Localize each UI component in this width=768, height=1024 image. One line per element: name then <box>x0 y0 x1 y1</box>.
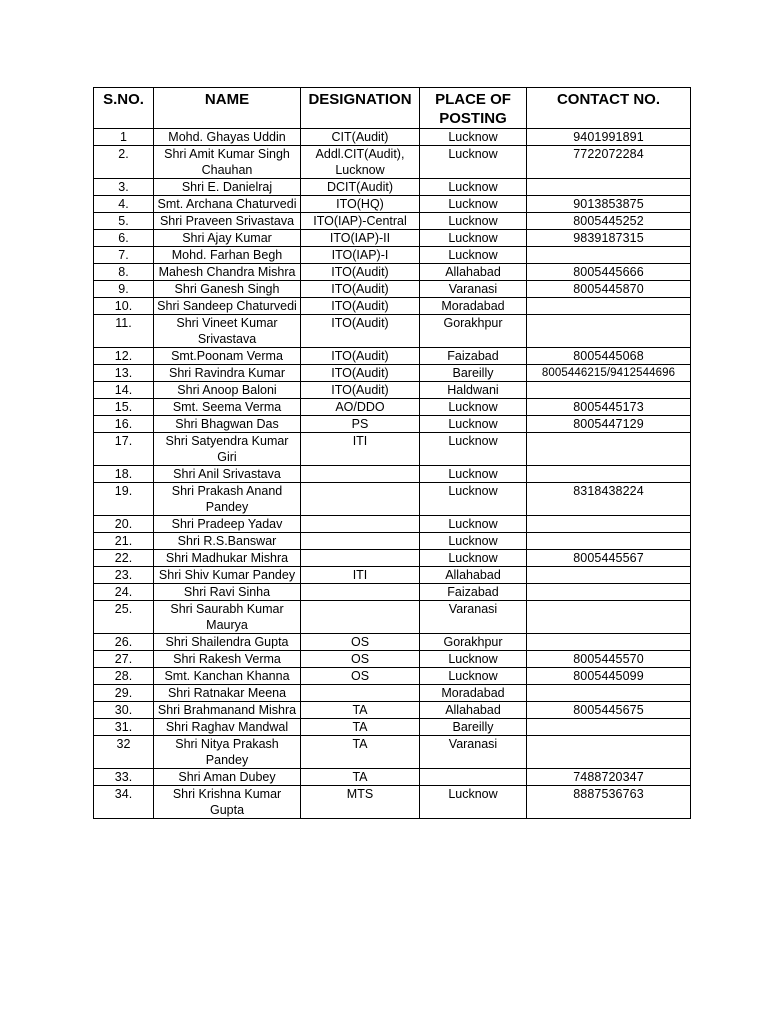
cell-name: Shri Nitya Prakash Pandey <box>154 736 301 769</box>
cell-sno: 2. <box>94 146 154 179</box>
cell-sno: 9. <box>94 281 154 298</box>
cell-contact <box>527 433 691 466</box>
cell-name: Shri Rakesh Verma <box>154 651 301 668</box>
table-row <box>94 533 691 550</box>
cell-sno: 13. <box>94 365 154 382</box>
cell-sno: 10. <box>94 298 154 315</box>
cell-designation: ITO(Audit) <box>301 315 420 348</box>
cell-sno: 15. <box>94 399 154 416</box>
cell-place: Lucknow <box>420 129 527 146</box>
table-row <box>94 264 691 281</box>
cell-place: Lucknow <box>420 399 527 416</box>
cell-contact <box>527 298 691 315</box>
cell-place: Lucknow <box>420 179 527 196</box>
cell-name: Shri Prakash Anand Pandey <box>154 483 301 516</box>
cell-name: Smt. Seema Verma <box>154 399 301 416</box>
cell-contact: 8005447129 <box>527 416 691 433</box>
staff-table <box>93 87 691 819</box>
table-row <box>94 719 691 736</box>
table-row <box>94 601 691 634</box>
header-place-of-posting: PLACE OF POSTING <box>420 88 527 129</box>
cell-contact: 8005445252 <box>527 213 691 230</box>
cell-contact <box>527 584 691 601</box>
cell-sno: 25. <box>94 601 154 634</box>
cell-name: Shri Krishna Kumar Gupta <box>154 786 301 819</box>
cell-place: Bareilly <box>420 365 527 382</box>
cell-place: Lucknow <box>420 516 527 533</box>
cell-designation <box>301 550 420 567</box>
cell-designation: TA <box>301 702 420 719</box>
cell-contact: 8005445666 <box>527 264 691 281</box>
table-row <box>94 365 691 382</box>
cell-place: Faizabad <box>420 348 527 365</box>
cell-contact: 8005445870 <box>527 281 691 298</box>
cell-contact: 9401991891 <box>527 129 691 146</box>
cell-contact <box>527 601 691 634</box>
cell-place: Lucknow <box>420 230 527 247</box>
cell-designation: ITO(Audit) <box>301 382 420 399</box>
table-row <box>94 196 691 213</box>
cell-contact: 7488720347 <box>527 769 691 786</box>
cell-name: Shri Aman Dubey <box>154 769 301 786</box>
cell-place: Allahabad <box>420 264 527 281</box>
cell-place: Allahabad <box>420 567 527 584</box>
cell-place: Lucknow <box>420 786 527 819</box>
cell-designation: OS <box>301 668 420 685</box>
table-row <box>94 129 691 146</box>
cell-name: Smt.Poonam Verma <box>154 348 301 365</box>
table-row <box>94 736 691 769</box>
cell-place: Allahabad <box>420 702 527 719</box>
table-row <box>94 516 691 533</box>
cell-name: Smt. Archana Chaturvedi <box>154 196 301 213</box>
cell-designation: TA <box>301 719 420 736</box>
cell-place: Lucknow <box>420 196 527 213</box>
cell-sno: 29. <box>94 685 154 702</box>
table-row <box>94 315 691 348</box>
table-row <box>94 146 691 179</box>
table-row <box>94 247 691 264</box>
cell-sno: 21. <box>94 533 154 550</box>
table-row <box>94 230 691 247</box>
cell-contact: 8005445567 <box>527 550 691 567</box>
cell-name: Shri Pradeep Yadav <box>154 516 301 533</box>
cell-designation <box>301 533 420 550</box>
cell-designation: OS <box>301 634 420 651</box>
cell-designation <box>301 516 420 533</box>
cell-place: Lucknow <box>420 247 527 264</box>
cell-sno: 33. <box>94 769 154 786</box>
cell-contact <box>527 634 691 651</box>
cell-place: Lucknow <box>420 550 527 567</box>
cell-name: Smt. Kanchan Khanna <box>154 668 301 685</box>
cell-sno: 8. <box>94 264 154 281</box>
cell-name: Shri Madhukar Mishra <box>154 550 301 567</box>
cell-contact: 8887536763 <box>527 786 691 819</box>
cell-designation: ITO(HQ) <box>301 196 420 213</box>
cell-designation <box>301 466 420 483</box>
table-row <box>94 483 691 516</box>
cell-contact <box>527 719 691 736</box>
cell-designation: ITO(Audit) <box>301 281 420 298</box>
cell-name: Mohd. Farhan Begh <box>154 247 301 264</box>
cell-sno: 32 <box>94 736 154 769</box>
table-row <box>94 466 691 483</box>
cell-sno: 23. <box>94 567 154 584</box>
table-row <box>94 769 691 786</box>
cell-place: Lucknow <box>420 466 527 483</box>
cell-sno: 1 <box>94 129 154 146</box>
cell-sno: 12. <box>94 348 154 365</box>
cell-place: Moradabad <box>420 685 527 702</box>
cell-name: Shri Satyendra Kumar Giri <box>154 433 301 466</box>
cell-sno: 20. <box>94 516 154 533</box>
cell-name: Shri Ravi Sinha <box>154 584 301 601</box>
cell-name: Shri Brahmanand Mishra <box>154 702 301 719</box>
cell-sno: 19. <box>94 483 154 516</box>
cell-contact <box>527 247 691 264</box>
cell-sno: 34. <box>94 786 154 819</box>
cell-contact: 8005445675 <box>527 702 691 719</box>
cell-designation <box>301 584 420 601</box>
cell-designation <box>301 685 420 702</box>
cell-designation: ITO(IAP)-Central <box>301 213 420 230</box>
header-sno: S.NO. <box>94 88 154 129</box>
cell-contact: 7722072284 <box>527 146 691 179</box>
cell-designation: TA <box>301 769 420 786</box>
table-row <box>94 399 691 416</box>
header-contact-no: CONTACT NO. <box>527 88 691 129</box>
table-row <box>94 668 691 685</box>
table-row <box>94 702 691 719</box>
cell-designation: OS <box>301 651 420 668</box>
cell-contact <box>527 516 691 533</box>
cell-sno: 26. <box>94 634 154 651</box>
cell-contact <box>527 382 691 399</box>
cell-designation: MTS <box>301 786 420 819</box>
table-row <box>94 213 691 230</box>
cell-contact: 8005445068 <box>527 348 691 365</box>
table-row <box>94 786 691 819</box>
cell-designation: ITO(Audit) <box>301 365 420 382</box>
cell-contact: 9013853875 <box>527 196 691 213</box>
cell-designation: ITO(Audit) <box>301 264 420 281</box>
table-row <box>94 567 691 584</box>
cell-sno: 18. <box>94 466 154 483</box>
cell-designation: AO/DDO <box>301 399 420 416</box>
cell-place: Faizabad <box>420 584 527 601</box>
cell-name: Shri Saurabh Kumar Maurya <box>154 601 301 634</box>
cell-place: Lucknow <box>420 651 527 668</box>
cell-contact <box>527 533 691 550</box>
table-row <box>94 550 691 567</box>
cell-sno: 7. <box>94 247 154 264</box>
cell-name: Shri Praveen Srivastava <box>154 213 301 230</box>
cell-place: Varanasi <box>420 601 527 634</box>
cell-place: Bareilly <box>420 719 527 736</box>
cell-contact: 8005446215/9412544696 <box>527 365 691 382</box>
cell-sno: 31. <box>94 719 154 736</box>
cell-contact: 8005445570 <box>527 651 691 668</box>
cell-name: Shri Raghav Mandwal <box>154 719 301 736</box>
cell-sno: 11. <box>94 315 154 348</box>
cell-contact <box>527 315 691 348</box>
cell-place: Gorakhpur <box>420 315 527 348</box>
cell-name: Shri R.S.Banswar <box>154 533 301 550</box>
cell-place: Lucknow <box>420 668 527 685</box>
cell-sno: 24. <box>94 584 154 601</box>
cell-sno: 27. <box>94 651 154 668</box>
table-row <box>94 382 691 399</box>
cell-sno: 4. <box>94 196 154 213</box>
cell-place: Gorakhpur <box>420 634 527 651</box>
cell-contact: 8005445173 <box>527 399 691 416</box>
cell-sno: 14. <box>94 382 154 399</box>
cell-sno: 5. <box>94 213 154 230</box>
cell-designation: DCIT(Audit) <box>301 179 420 196</box>
table-row <box>94 634 691 651</box>
cell-contact <box>527 567 691 584</box>
cell-sno: 22. <box>94 550 154 567</box>
cell-name: Shri Anil Srivastava <box>154 466 301 483</box>
cell-place: Varanasi <box>420 736 527 769</box>
cell-place: Varanasi <box>420 281 527 298</box>
cell-sno: 17. <box>94 433 154 466</box>
table-row <box>94 298 691 315</box>
cell-name: Shri E. Danielraj <box>154 179 301 196</box>
cell-name: Shri Vineet Kumar Srivastava <box>154 315 301 348</box>
cell-name: Shri Anoop Baloni <box>154 382 301 399</box>
cell-designation: ITO(IAP)-II <box>301 230 420 247</box>
cell-contact: 8005445099 <box>527 668 691 685</box>
cell-place: Haldwani <box>420 382 527 399</box>
cell-sno: 3. <box>94 179 154 196</box>
cell-contact <box>527 179 691 196</box>
table-header-row <box>94 88 691 129</box>
cell-name: Shri Sandeep Chaturvedi <box>154 298 301 315</box>
table-row <box>94 348 691 365</box>
cell-designation <box>301 601 420 634</box>
cell-name: Mahesh Chandra Mishra <box>154 264 301 281</box>
cell-name: Shri Bhagwan Das <box>154 416 301 433</box>
header-name: NAME <box>154 88 301 129</box>
table-row <box>94 685 691 702</box>
cell-designation <box>301 483 420 516</box>
cell-designation: CIT(Audit) <box>301 129 420 146</box>
cell-designation: ITO(IAP)-I <box>301 247 420 264</box>
cell-name: Shri Ravindra Kumar <box>154 365 301 382</box>
cell-name: Shri Shailendra Gupta <box>154 634 301 651</box>
cell-sno: 6. <box>94 230 154 247</box>
cell-name: Mohd. Ghayas Uddin <box>154 129 301 146</box>
cell-name: Shri Ganesh Singh <box>154 281 301 298</box>
cell-designation: ITO(Audit) <box>301 298 420 315</box>
cell-sno: 30. <box>94 702 154 719</box>
table-row <box>94 179 691 196</box>
header-designation: DESIGNATION <box>301 88 420 129</box>
cell-place: Lucknow <box>420 433 527 466</box>
table-row <box>94 416 691 433</box>
cell-contact <box>527 685 691 702</box>
cell-designation: Addl.CIT(Audit), Lucknow <box>301 146 420 179</box>
cell-name: Shri Ajay Kumar <box>154 230 301 247</box>
cell-sno: 28. <box>94 668 154 685</box>
cell-contact: 9839187315 <box>527 230 691 247</box>
cell-place: Lucknow <box>420 533 527 550</box>
cell-contact: 8318438224 <box>527 483 691 516</box>
cell-name: Shri Ratnakar Meena <box>154 685 301 702</box>
cell-designation: ITI <box>301 567 420 584</box>
table-row <box>94 584 691 601</box>
table-row <box>94 281 691 298</box>
cell-place: Moradabad <box>420 298 527 315</box>
cell-place <box>420 769 527 786</box>
cell-place: Lucknow <box>420 213 527 230</box>
cell-designation: PS <box>301 416 420 433</box>
cell-sno: 16. <box>94 416 154 433</box>
cell-designation: TA <box>301 736 420 769</box>
table-row <box>94 651 691 668</box>
cell-contact <box>527 736 691 769</box>
cell-name: Shri Shiv Kumar Pandey <box>154 567 301 584</box>
cell-place: Lucknow <box>420 146 527 179</box>
cell-name: Shri Amit Kumar Singh Chauhan <box>154 146 301 179</box>
cell-designation: ITO(Audit) <box>301 348 420 365</box>
cell-designation: ITI <box>301 433 420 466</box>
cell-place: Lucknow <box>420 483 527 516</box>
table-row <box>94 433 691 466</box>
cell-contact <box>527 466 691 483</box>
cell-place: Lucknow <box>420 416 527 433</box>
